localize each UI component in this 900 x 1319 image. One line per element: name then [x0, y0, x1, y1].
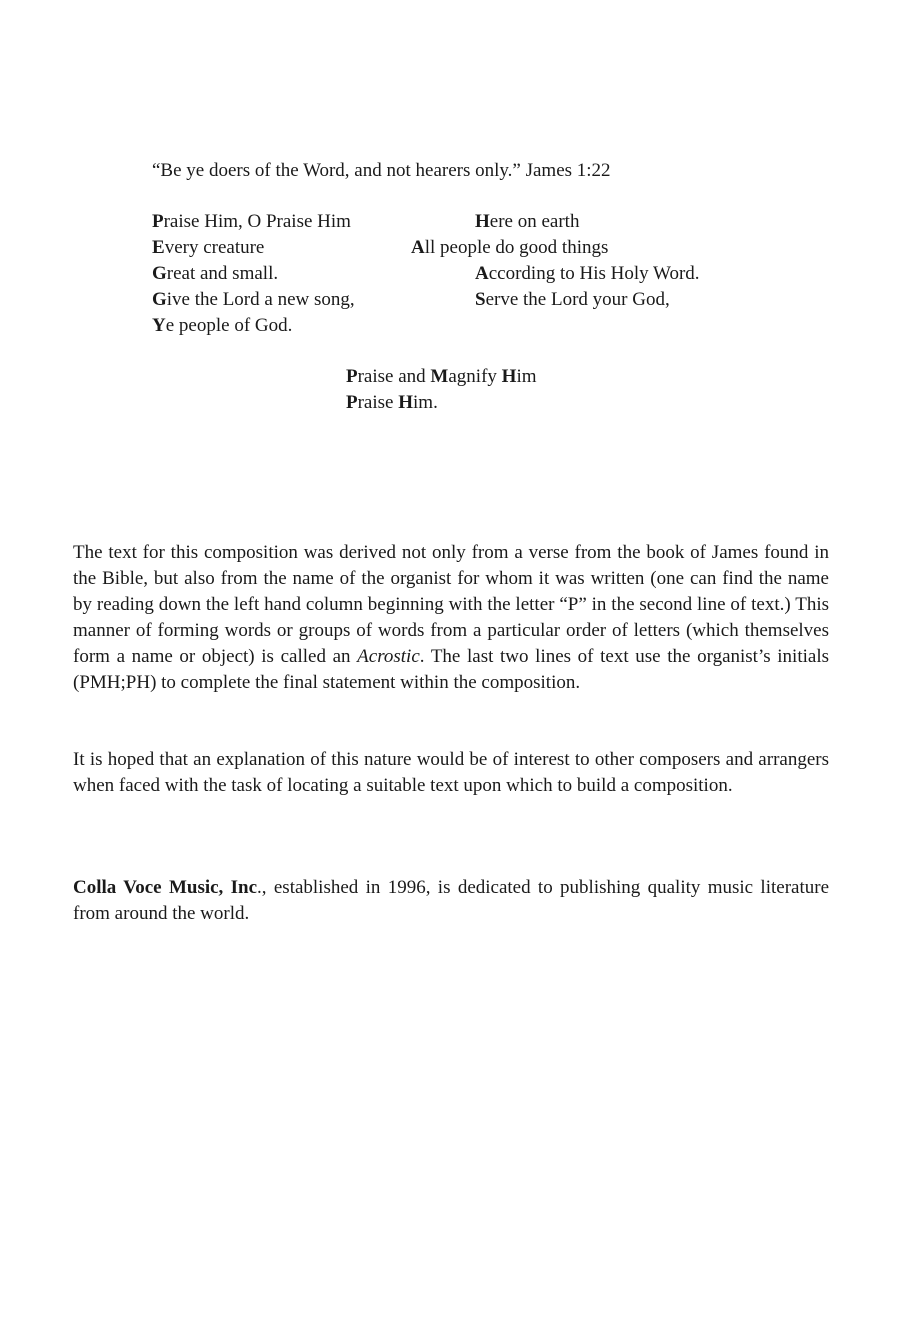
acrostic-initial: Y — [152, 315, 166, 336]
hope-paragraph: It is hoped that an explanation of this nature would be of interest to other composers and arrangers when faced with the task of locating a suitable text upon which to build a composition. — [73, 749, 829, 796]
poem-line-text: e people of God. — [165, 315, 293, 336]
poem-left-line-1 — [152, 209, 351, 235]
poem-line-text: erve the Lord your God, — [485, 289, 670, 310]
acrostic-initial: H — [475, 211, 490, 232]
poem-left-line-4 — [152, 287, 355, 313]
poem-line-text: raise Him, O Praise Him — [163, 211, 351, 232]
acrostic-initial: G — [152, 289, 167, 310]
explanation-text: . The last two lines of text use the organist’s initials (PMH;PH) to complete the final statement within the composition. — [73, 646, 829, 693]
poem-line-text: raise and — [357, 366, 431, 387]
poem-left-line-3 — [152, 261, 278, 287]
acrostic-initial: M — [430, 366, 449, 387]
poem-line-text: agnify — [448, 366, 502, 387]
publisher-name: Colla Voce Music, Inc — [73, 877, 258, 898]
publisher-paragraph — [73, 875, 829, 927]
poem-line-text: very creature — [164, 237, 265, 258]
poem-line-text: im. — [413, 392, 438, 413]
acrostic-term: Acrostic — [357, 646, 420, 667]
poem-line-text: ccording to His Holy Word. — [488, 263, 700, 284]
explanation-text: The text for this composition was derived not only from a verse from the book of James found in the Bible, but also from the name of the organist for whom it was written (one can find the name by reading down the left hand column beginning with the letter “P” in the second line of text.) This manner of forming words or groups of words from a particular order of letters (which themselves form a name or object) is called an — [73, 542, 829, 667]
acrostic-initial: A — [475, 263, 489, 284]
acrostic-initial: H — [501, 366, 517, 387]
poem-line-text: im — [516, 366, 537, 387]
acrostic-initial: P — [346, 366, 358, 387]
poem-line-text: raise — [357, 392, 399, 413]
poem-closing-line-2 — [346, 390, 438, 416]
poem-right-line-3 — [475, 261, 700, 287]
acrostic-initial: E — [152, 237, 165, 258]
acrostic-initial: A — [411, 237, 425, 258]
explanation-paragraph — [73, 540, 829, 696]
poem-line-text: ll people do good things — [424, 237, 609, 258]
poem-right-line-4 — [475, 287, 670, 313]
poem-right-line-1 — [475, 209, 579, 235]
acrostic-initial: H — [398, 392, 414, 413]
poem-line-text: reat and small. — [166, 263, 279, 284]
acrostic-initial: P — [152, 211, 164, 232]
poem-left-line-5 — [152, 313, 292, 339]
acrostic-initial: P — [346, 392, 358, 413]
poem-line-text: ere on earth — [489, 211, 580, 232]
publisher-text: ., established in 1996, is dedicated to publishing quality music literature from around the world. — [73, 877, 829, 924]
acrostic-initial: G — [152, 263, 167, 284]
poem-closing-line-1 — [346, 364, 537, 390]
acrostic-initial: S — [475, 289, 486, 310]
epigraph: “Be ye doers of the Word, and not hearers only.” James 1:22 — [152, 160, 611, 181]
poem-left-line-2 — [152, 235, 264, 261]
poem-line-text: ive the Lord a new song, — [166, 289, 355, 310]
poem-right-line-2 — [411, 235, 608, 261]
